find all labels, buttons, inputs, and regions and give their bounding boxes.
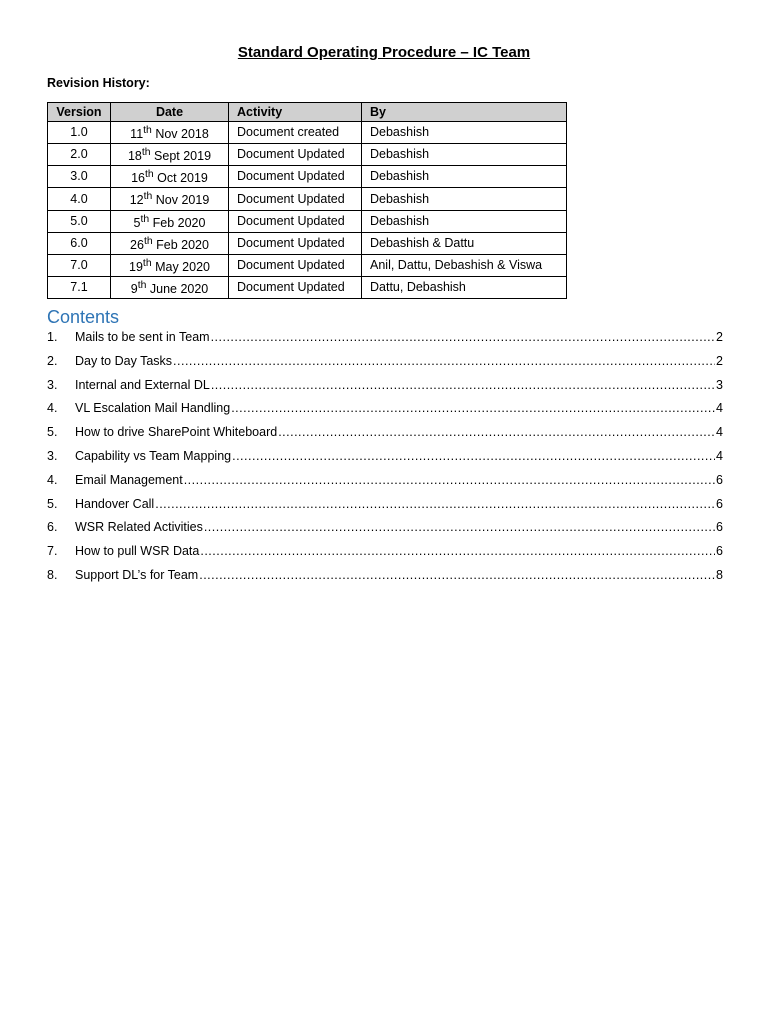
toc-number: 6. (47, 520, 58, 535)
toc-label: Email Management (75, 472, 183, 487)
document-title: Standard Operating Procedure – IC Team (237, 44, 531, 61)
toc-leader (184, 471, 715, 489)
toc-page-number: 2 (716, 330, 723, 344)
date-cell (111, 210, 229, 232)
by-cell: Debashish (362, 166, 567, 188)
by-cell: Dattu, Debashish (362, 277, 567, 299)
table-row (48, 210, 567, 232)
activity-cell: Document created (229, 122, 362, 144)
date-cell (111, 144, 229, 166)
date-suffix: th (142, 257, 152, 269)
contents-heading: Contents (47, 307, 120, 327)
date-cell (111, 166, 229, 188)
toc-page-number: 3 (716, 377, 723, 392)
toc-entry[interactable] (47, 518, 723, 542)
revision-history-label: Revision History: (47, 76, 150, 90)
by-cell: Debashish (362, 144, 567, 166)
toc-leader (232, 447, 715, 465)
date-day: 12 (129, 193, 144, 208)
toc-number: 8. (47, 567, 58, 582)
activity-cell: Document Updated (229, 232, 362, 254)
toc-number: 4. (47, 401, 58, 416)
date-rest: Nov 2019 (152, 193, 210, 208)
activity-cell: Document Updated (229, 210, 362, 232)
version-cell: 7.1 (48, 277, 111, 299)
toc-number: 3. (47, 377, 58, 392)
activity-cell: Document Updated (229, 144, 362, 166)
header-by: By (362, 103, 567, 122)
date-rest: June 2020 (146, 282, 209, 297)
toc-label: Capability vs Team Mapping (75, 448, 232, 463)
by-cell: Anil, Dattu, Debashish & Viswa (362, 254, 567, 276)
by-cell: Debashish (362, 210, 567, 232)
toc-page-number: 4 (716, 425, 723, 440)
toc-leader (211, 376, 715, 394)
date-rest: Sept 2019 (150, 149, 212, 164)
table-row (48, 277, 567, 299)
toc-number: 1. (47, 330, 58, 344)
table-row (48, 254, 567, 276)
toc-entry[interactable] (47, 566, 723, 590)
table-row (48, 144, 567, 166)
revision-history-table (47, 102, 567, 299)
date-day: 19 (129, 260, 143, 275)
date-suffix: th (141, 147, 151, 159)
toc-label: Handover Call (75, 496, 155, 511)
table-row (48, 188, 567, 210)
header-date: Date (111, 103, 229, 122)
toc-page-number: 6 (716, 496, 723, 511)
toc-page-number: 6 (716, 520, 723, 535)
toc-leader (278, 423, 715, 441)
date-suffix: th (140, 213, 150, 225)
by-cell: Debashish (362, 188, 567, 210)
table-row (48, 166, 567, 188)
toc-page-number: 2 (716, 353, 723, 368)
toc-leader (204, 518, 715, 536)
activity-cell: Document Updated (229, 254, 362, 276)
toc-label: Mails to be sent in Team (75, 330, 210, 344)
toc-label: VL Escalation Mail Handling (75, 401, 231, 416)
version-cell: 2.0 (48, 144, 111, 166)
date-suffix: th (143, 125, 152, 136)
toc-label: WSR Related Activities (75, 520, 203, 535)
toc-entry[interactable] (47, 495, 723, 519)
header-activity: Activity (229, 103, 362, 122)
table-row (48, 232, 567, 254)
toc-leader (155, 495, 715, 513)
toc-number: 5. (47, 425, 58, 440)
version-cell: 5.0 (48, 210, 111, 232)
toc-entry[interactable] (47, 423, 723, 447)
activity-cell: Document Updated (229, 166, 362, 188)
toc-page-number: 4 (716, 401, 723, 416)
toc-number: 2. (47, 353, 58, 368)
by-cell: Debashish (362, 122, 567, 144)
toc-label: How to drive SharePoint Whiteboard (75, 425, 278, 440)
activity-cell: Document Updated (229, 188, 362, 210)
table-header-row (48, 103, 567, 122)
date-day: 9 (130, 282, 138, 297)
toc-page-number: 8 (716, 567, 723, 582)
toc-leader (199, 566, 715, 584)
toc-entry[interactable] (47, 447, 723, 471)
date-suffix: th (143, 191, 153, 203)
toc-number: 4. (47, 472, 58, 487)
toc-label: Day to Day Tasks (75, 353, 173, 368)
version-cell: 1.0 (48, 122, 111, 144)
date-cell (111, 122, 229, 144)
date-rest: Oct 2019 (153, 171, 208, 186)
toc-label: How to pull WSR Data (75, 544, 200, 559)
toc-entry[interactable] (47, 471, 723, 495)
date-day: 26 (130, 237, 144, 252)
date-cell (111, 277, 229, 299)
toc-page-number: 6 (716, 472, 723, 487)
date-cell (111, 254, 229, 276)
date-suffix: th (137, 280, 147, 292)
date-day: 11 (130, 127, 144, 142)
date-rest: May 2020 (151, 260, 210, 275)
toc-entry[interactable] (47, 399, 723, 423)
toc-label: Internal and External DL (75, 377, 210, 392)
version-cell: 6.0 (48, 232, 111, 254)
date-rest: Nov 2018 (151, 127, 209, 142)
date-suffix: th (145, 169, 154, 181)
toc-number: 3. (47, 448, 58, 463)
toc-page-number: 4 (716, 448, 723, 463)
table-of-contents (47, 328, 723, 590)
toc-leader (200, 542, 715, 560)
toc-entry[interactable] (47, 328, 723, 352)
toc-label: Support DL’s for Team (75, 567, 199, 582)
date-cell (111, 232, 229, 254)
by-cell: Debashish & Dattu (362, 232, 567, 254)
date-day: 5 (133, 215, 141, 230)
toc-leader (173, 352, 715, 370)
header-version: Version (48, 103, 111, 122)
version-cell: 7.0 (48, 254, 111, 276)
version-cell: 3.0 (48, 166, 111, 188)
activity-cell: Document Updated (229, 277, 362, 299)
date-cell (111, 188, 229, 210)
date-rest: Feb 2020 (152, 237, 209, 252)
toc-number: 5. (47, 496, 58, 511)
toc-leader (231, 399, 715, 417)
toc-leader (211, 328, 715, 346)
toc-entry[interactable] (47, 542, 723, 566)
date-day: 18 (127, 149, 142, 164)
date-suffix: th (143, 235, 153, 247)
toc-number: 7. (47, 544, 58, 559)
toc-page-number: 6 (716, 544, 723, 559)
table-row (48, 122, 567, 144)
date-rest: Feb 2020 (149, 215, 206, 230)
date-day: 16 (131, 171, 145, 186)
version-cell: 4.0 (48, 188, 111, 210)
toc-entry[interactable] (47, 376, 723, 400)
toc-entry[interactable] (47, 352, 723, 376)
